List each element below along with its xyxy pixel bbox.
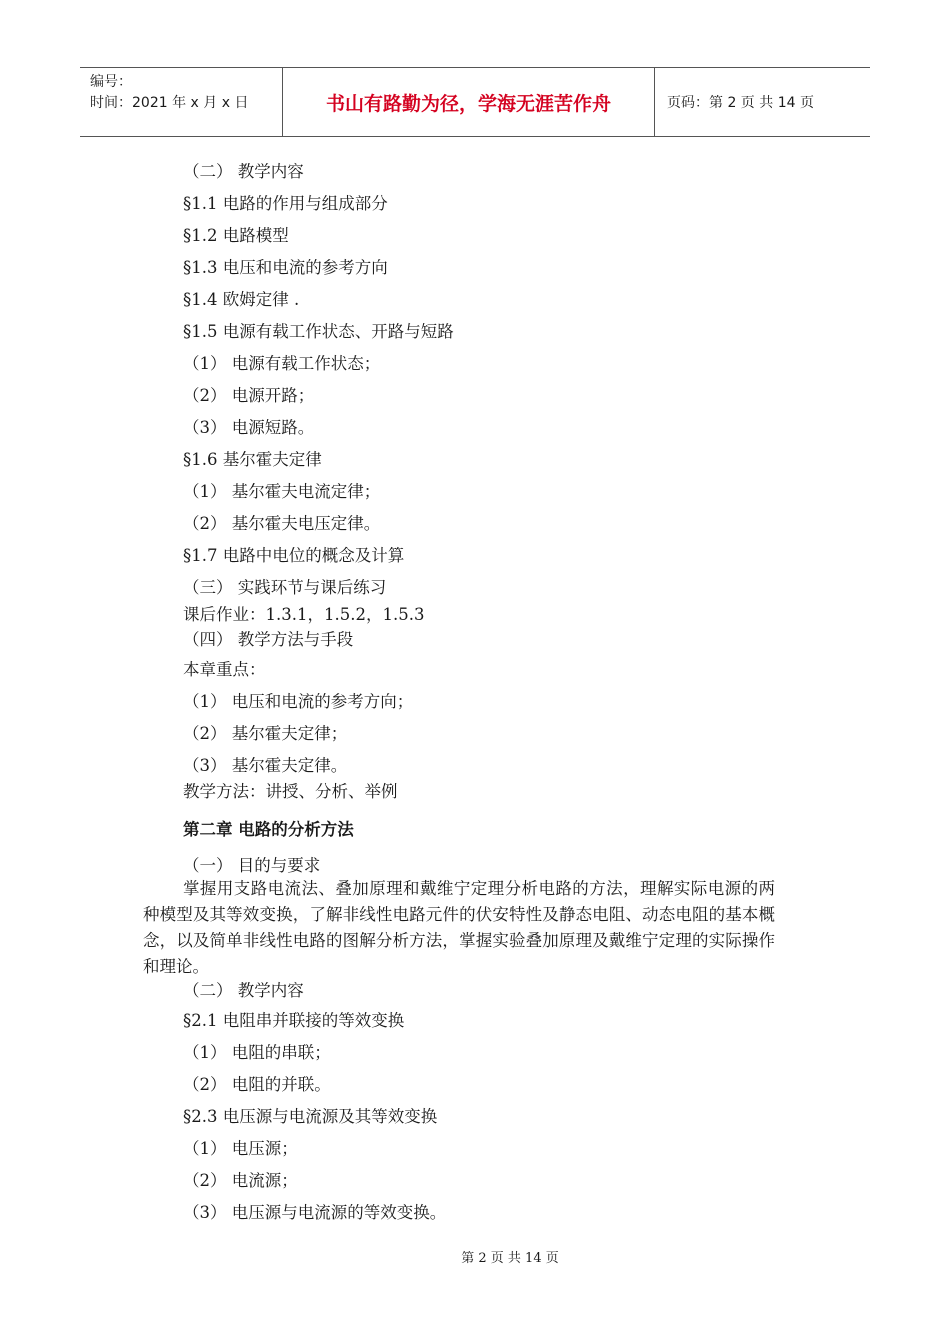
aims-paragraph: 掌握用支路电流法、叠加原理和戴维宁定理分析电路的方法，理解实际电源的两种模型及其等效变换，了解非线性电路元件的伏安特性及静态电阻、动态电阻的基本概念，以及简单非线性电路的图解分析方法，掌握实验叠加原理及戴维宁定理的实际操作和理论。 <box>143 879 775 976</box>
chapter-title: 第二章 电路的分析方法 <box>183 820 354 839</box>
text-line: （2） 基尔霍夫电压定律。 <box>183 514 381 533</box>
header-page-info: 页码：第 2 页 共 14 页 <box>667 95 814 111</box>
page-header <box>80 67 870 137</box>
text-line: （1） 电阻的串联； <box>183 1043 331 1062</box>
page-footer: 第 2 页 共 14 页 <box>461 1251 559 1266</box>
text-line: §1.7 电路中电位的概念及计算 <box>183 546 405 565</box>
text-line: （二） 教学内容 <box>183 981 304 1000</box>
text-line: （三） 实践环节与课后练习 <box>183 578 387 597</box>
text-line: §1.6 基尔霍夫定律 <box>183 450 322 469</box>
document-number-label: 编号： <box>90 74 132 90</box>
text-line: （1） 电源有载工作状态； <box>183 354 381 373</box>
text-line: §1.3 电压和电流的参考方向 <box>183 258 388 277</box>
document-date: 时间：2021 年 x 月 x 日 <box>90 95 249 111</box>
text-line: （1） 电压源； <box>183 1139 298 1158</box>
text-line: 教学方法：讲授、分析、举例 <box>183 782 398 801</box>
text-line: （1） 基尔霍夫电流定律； <box>183 482 381 501</box>
text-line: （1） 电压和电流的参考方向； <box>183 692 414 711</box>
text-line: 本章重点： <box>183 660 266 679</box>
header-meta <box>80 68 282 136</box>
text-line: §1.1 电路的作用与组成部分 <box>183 194 388 213</box>
text-line: §1.2 电路模型 <box>183 226 289 245</box>
text-line: （2） 电阻的并联。 <box>183 1075 331 1094</box>
text-line: （2） 电源开路； <box>183 386 315 405</box>
text-line: §1.5 电源有载工作状态、开路与短路 <box>183 322 454 341</box>
section-heading: （一） 目的与要求 <box>183 856 321 875</box>
text-line: （四） 教学方法与手段 <box>183 630 354 649</box>
text-line: （2） 基尔霍夫定律； <box>183 724 348 743</box>
text-line: 课后作业：1.3.1，1.5.2，1.5.3 <box>183 605 425 624</box>
text-line: （3） 电源短路。 <box>183 418 315 437</box>
text-line: §2.1 电阻串并联接的等效变换 <box>183 1011 405 1030</box>
text-line: §2.3 电压源与电流源及其等效变换 <box>183 1107 438 1126</box>
text-line: （二） 教学内容 <box>183 162 304 181</box>
text-line: （2） 电流源； <box>183 1171 298 1190</box>
text-line: （3） 电压源与电流源的等效变换。 <box>183 1203 447 1222</box>
header-motto: 书山有路勤为径，学海无涯苦作舟 <box>282 68 655 136</box>
text-line: （3） 基尔霍夫定律。 <box>183 756 348 775</box>
text-line: §1.4 欧姆定律 . <box>183 290 300 309</box>
